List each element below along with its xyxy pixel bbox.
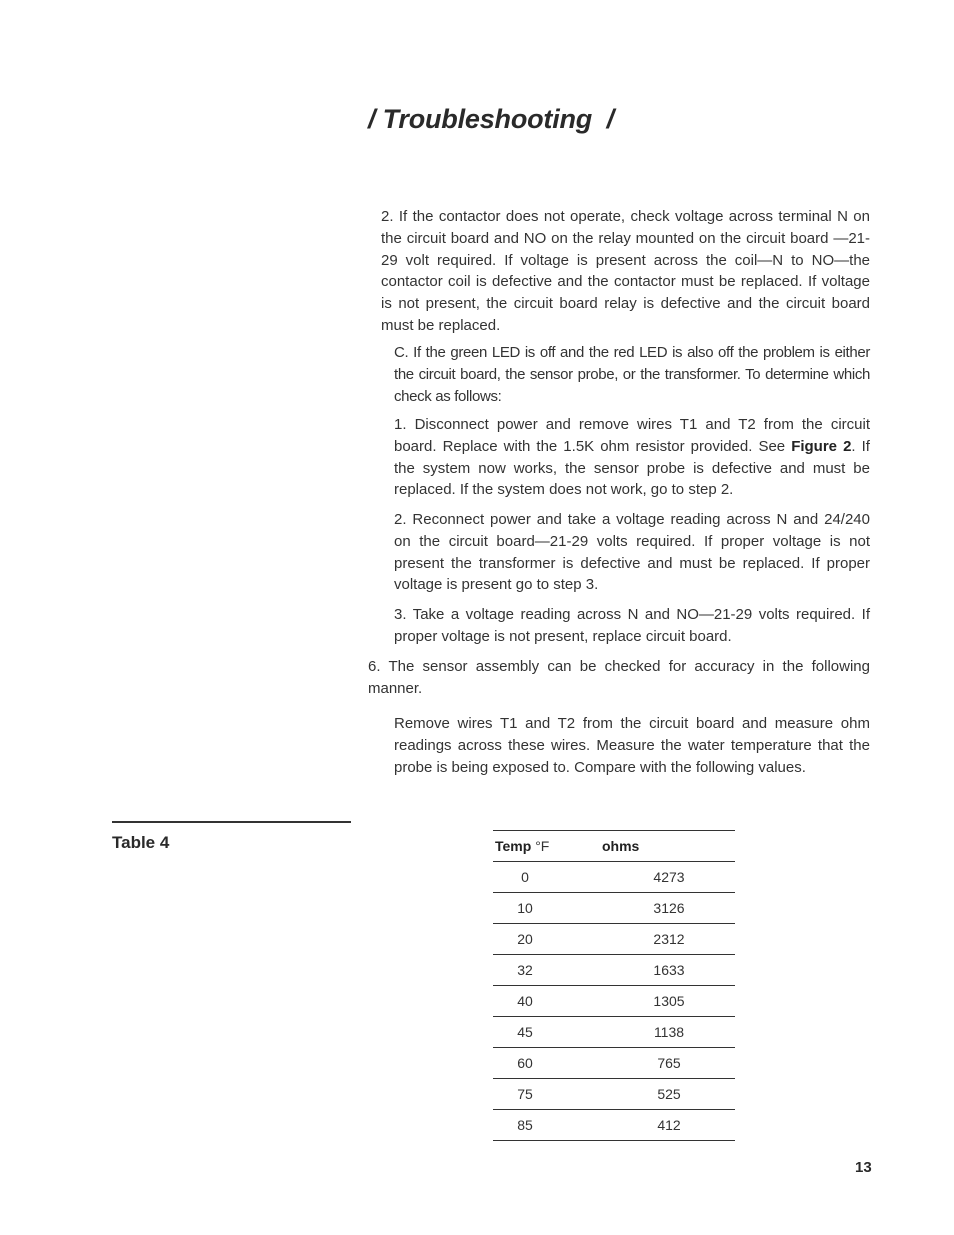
temp-cell: 40 [493, 986, 557, 1017]
step-1-text-after: . If the system now works, the sensor probe is defective and must be replaced. If the system does not work, go to step 2. [394, 437, 870, 499]
table-row [493, 1017, 735, 1048]
page-title: / Troubleshooting / [368, 104, 614, 134]
temperature-ohms-table [493, 830, 735, 1141]
temp-cell: 45 [493, 1017, 557, 1048]
step-1-text-before: 1. Disconnect power and remove wires T1 and T2 from the circuit board. Replace with the 1.5K ohm resistor provided. See [394, 416, 870, 455]
ohms-cell: 4273 [557, 862, 735, 893]
step-6-sensor-paragraph: 6. The sensor assembly can be checked for accuracy in the following manner. [368, 658, 870, 697]
temp-cell: 20 [493, 924, 557, 955]
table-label: Table 4 [112, 833, 170, 852]
step-c-led-paragraph: C. If the green LED is off and the red LED is also off the problem is either the circuit board, the sensor probe, or the transformer. To determine which check as follows: [394, 344, 870, 405]
ohms-cell: 3126 [557, 893, 735, 924]
temp-cell: 0 [493, 862, 557, 893]
ohms-cell: 1305 [557, 986, 735, 1017]
table-row [493, 955, 735, 986]
temp-header-unit: °F [531, 838, 550, 854]
table-row [493, 1110, 735, 1141]
ohms-cell: 765 [557, 1048, 735, 1079]
table-row [493, 1079, 735, 1110]
temp-header-label: Temp [495, 838, 532, 854]
ohms-cell: 2312 [557, 924, 735, 955]
step-2-contactor-paragraph: 2. If the contactor does not operate, check voltage across terminal N on the circuit board and NO on the relay mounted on the circuit board —21-29 volt required. If voltage is present across the coil—N to NO—the contactor coil is defective and the contactor must be replaced. If voltage is not present, the circuit board relay is defective and the circuit board must be replaced. [381, 208, 870, 334]
table-body [493, 862, 735, 1141]
ohms-column-header: ohms [557, 831, 735, 862]
ohms-cell: 1138 [557, 1017, 735, 1048]
temp-cell: 75 [493, 1079, 557, 1110]
table-header-row [493, 831, 735, 862]
temp-cell: 10 [493, 893, 557, 924]
temp-column-header [493, 831, 557, 862]
temp-cell: 60 [493, 1048, 557, 1079]
section-divider [112, 821, 351, 823]
ohms-cell: 412 [557, 1110, 735, 1141]
table-row [493, 1048, 735, 1079]
table-row [493, 862, 735, 893]
table-row [493, 986, 735, 1017]
step-1-disconnect-paragraph [394, 414, 870, 501]
page-number: 13 [855, 1159, 872, 1176]
table-row [493, 924, 735, 955]
temp-cell: 85 [493, 1110, 557, 1141]
ohms-cell: 1633 [557, 955, 735, 986]
table-row [493, 893, 735, 924]
figure-2-reference: Figure 2 [791, 437, 852, 455]
step-2-reconnect-paragraph: 2. Reconnect power and take a voltage reading across N and 24/240 on the circuit board—21-29 volts required. If proper voltage is not present the transformer is defective and must be replaced. If proper voltage is present go to step 3. [394, 511, 870, 594]
temp-cell: 32 [493, 955, 557, 986]
step-3-voltage-paragraph: 3. Take a voltage reading across N and NO—21-29 volts required. If proper voltage is not present, replace circuit board. [394, 606, 870, 645]
ohms-cell: 525 [557, 1079, 735, 1110]
remove-wires-paragraph: Remove wires T1 and T2 from the circuit board and measure ohm readings across these wires. Measure the water temperature that the probe is being exposed to. Compare with the following values. [394, 715, 870, 776]
